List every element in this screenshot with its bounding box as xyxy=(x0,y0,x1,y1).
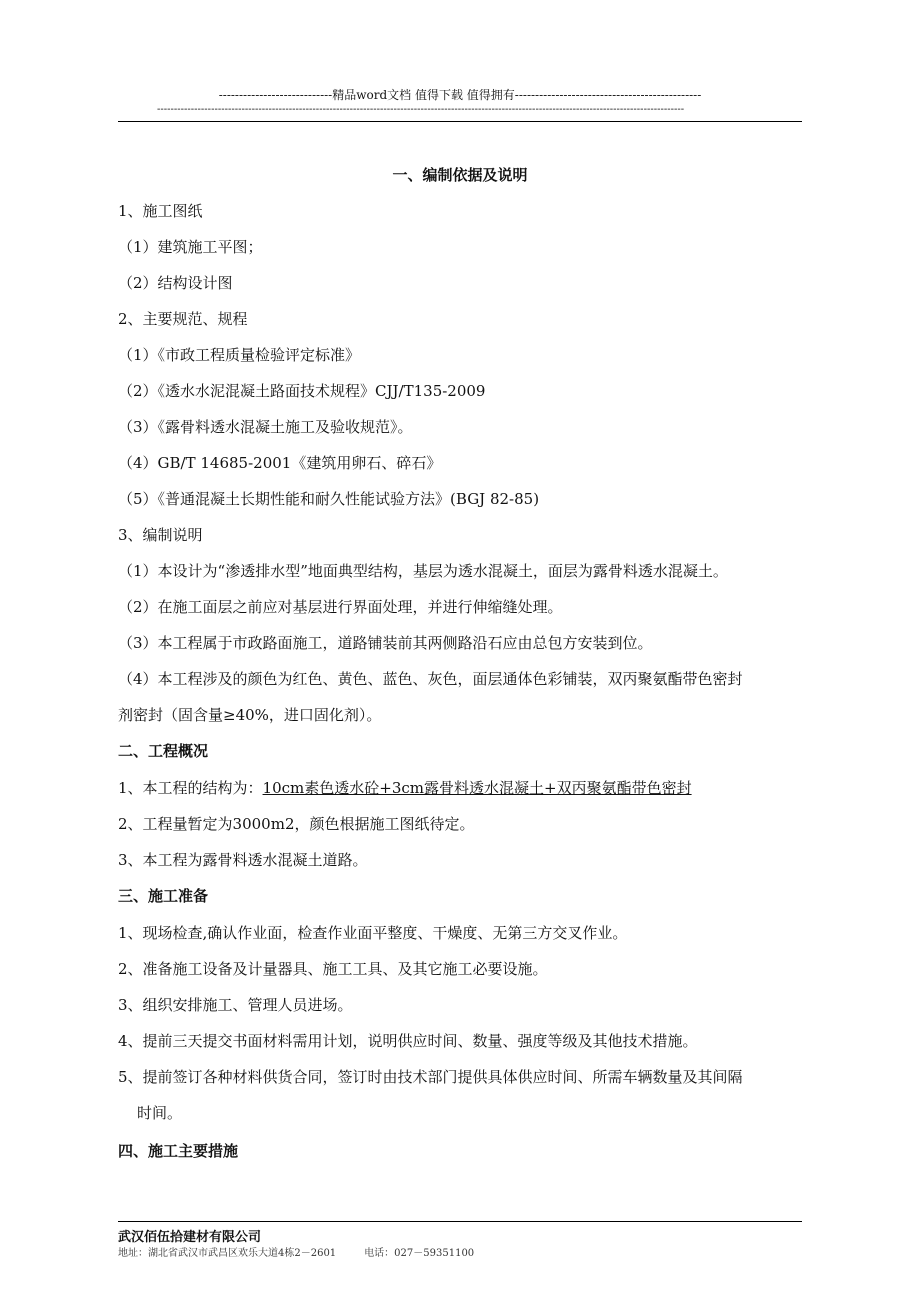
overview-road: 3、本工程为露骨料透水混凝土道路。 xyxy=(118,851,368,869)
footer-phone: 电话：027－59351100 xyxy=(364,1248,475,1259)
header-dash-line: ------------------------------------------------------------------------------------------------------------------------------------------------------------ xyxy=(157,104,685,115)
footer-address: 地址：湖北省武汉市武昌区欢乐大道4栋2－2601 xyxy=(118,1248,337,1259)
section-title-4: 四、施工主要措施 xyxy=(118,1142,239,1160)
header-banner: ----------------------------精品word文档 值得下载 值得拥有---------------------------------------------- xyxy=(218,88,702,102)
footer-rule xyxy=(118,1221,802,1222)
footer-company: 武汉佰伍拾建材有限公司 xyxy=(118,1230,262,1245)
prep-item-3: 3、组织安排施工、管理人员进场。 xyxy=(118,996,353,1014)
item-standards-4: （4）GB/T 14685-2001《建筑用卵石、碎石》 xyxy=(118,454,442,472)
item-drawings: 1、施工图纸 xyxy=(118,202,203,220)
overview-structure xyxy=(118,777,692,799)
overview-structure-label: 1、本工程的结构为： xyxy=(118,779,263,797)
footer-contact xyxy=(118,1244,474,1259)
item-drawings-2: （2）结构设计图 xyxy=(118,274,233,292)
prep-item-4: 4、提前三天提交书面材料需用计划，说明供应时间、数量、强度等级及其他技术措施。 xyxy=(118,1032,698,1050)
section-title-2: 二、工程概况 xyxy=(118,742,209,760)
section-title-1: 一、编制依据及说明 xyxy=(392,166,528,184)
item-standards-2: （2）《透水水泥混凝土路面技术规程》CJJ/T135-2009 xyxy=(118,382,486,400)
overview-structure-value: 10cm素色透水砼+3cm露骨料透水混凝土+双丙聚氨酯带色密封 xyxy=(262,779,692,797)
item-notes-1: （1）本设计为“渗透排水型”地面典型结构，基层为透水混凝土，面层为露骨料透水混凝土。 xyxy=(118,562,728,580)
prep-item-2: 2、准备施工设备及计量器具、施工工具、及其它施工必要设施。 xyxy=(118,960,548,978)
item-notes-3: （3）本工程属于市政路面施工，道路铺装前其两侧路沿石应由总包方安装到位。 xyxy=(118,634,653,652)
prep-item-5-cont: 时间。 xyxy=(137,1104,183,1122)
item-notes-4-cont: 剂密封（固含量≥40%，进口固化剂）。 xyxy=(118,706,382,724)
item-standards-5: （5）《普通混凝土长期性能和耐久性能试验方法》(BGJ 82-85) xyxy=(118,490,540,508)
item-drawings-1: （1）建筑施工平图； xyxy=(118,238,263,256)
item-standards-3: （3）《露骨料透水混凝土施工及验收规范》。 xyxy=(118,418,413,436)
overview-quantity: 2、工程量暂定为3000m2，颜色根据施工图纸待定。 xyxy=(118,815,475,833)
item-notes: 3、编制说明 xyxy=(118,526,203,544)
prep-item-1: 1、现场检查,确认作业面，检查作业面平整度、干燥度、无第三方交叉作业。 xyxy=(118,924,628,942)
item-notes-2: （2）在施工面层之前应对基层进行界面处理，并进行伸缩缝处理。 xyxy=(118,598,563,616)
item-standards-1: （1）《市政工程质量检验评定标准》 xyxy=(118,346,361,364)
section-title-3: 三、施工准备 xyxy=(118,887,209,905)
prep-item-5: 5、提前签订各种材料供货合同，签订时由技术部门提供具体供应时间、所需车辆数量及其间隔 xyxy=(118,1068,743,1086)
item-notes-4: （4）本工程涉及的颜色为红色、黄色、蓝色、灰色，面层通体色彩铺装，双丙聚氨酯带色密封 xyxy=(118,670,743,688)
header-rule xyxy=(118,121,802,122)
item-standards: 2、主要规范、规程 xyxy=(118,310,248,328)
